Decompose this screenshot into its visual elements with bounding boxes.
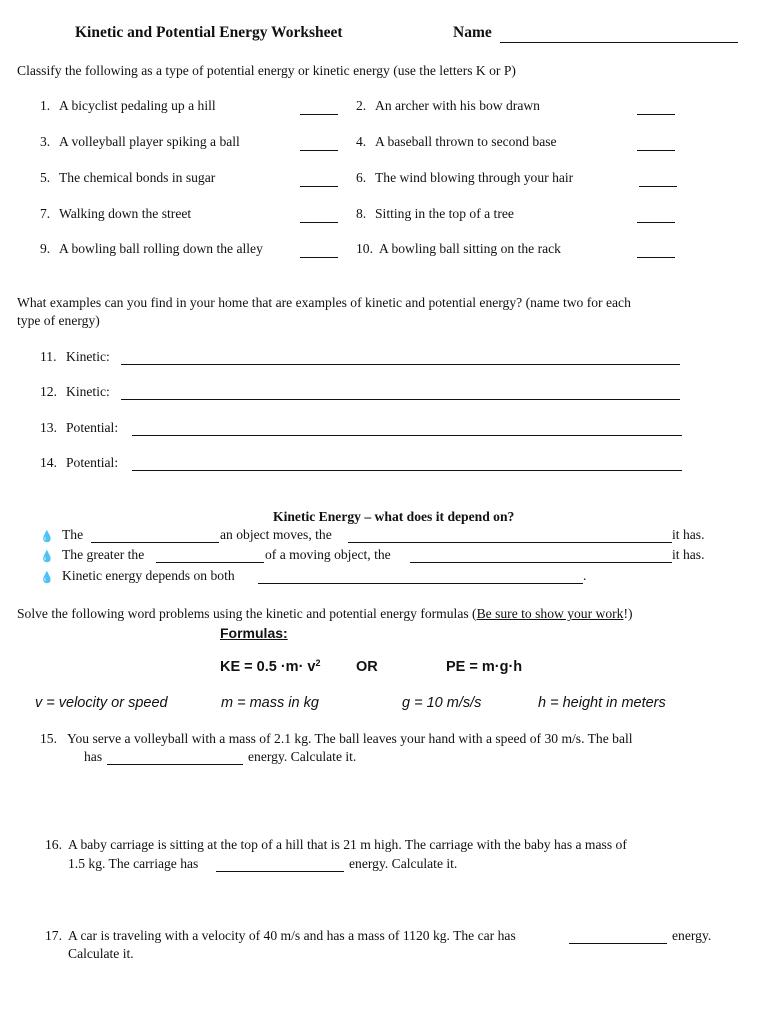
bullet-text: . — [583, 568, 587, 583]
h-definition: h = height in meters — [538, 695, 666, 711]
instr-underlined: Be sure to show your work — [476, 606, 624, 621]
fill-blank[interactable] — [107, 752, 243, 765]
fill-blank[interactable] — [156, 550, 264, 563]
bullet-text: it has. — [672, 547, 705, 562]
problem-text: You serve a volleyball with a mass of 2.1 kg. The ball leaves your hand with a speed of 30 m/s. The ball — [67, 731, 633, 746]
answer-line[interactable] — [121, 387, 680, 400]
item-label: Potential: — [66, 455, 119, 470]
item-number: 8. — [356, 206, 367, 221]
bullet-text: an object moves, the — [220, 527, 332, 542]
item-number: 3. — [40, 134, 51, 149]
bullet-text: Kinetic energy depends on both — [62, 568, 235, 583]
name-label: Name — [453, 24, 492, 41]
item-number: 7. — [40, 206, 51, 221]
drop-bullet-icon: 💧 — [40, 551, 54, 563]
item-number: 5. — [40, 170, 51, 185]
item-text: A bowling ball sitting on the rack — [379, 241, 561, 256]
problem-text: A car is traveling with a velocity of 40 m/s and has a mass of 1120 kg. The car has — [68, 928, 516, 943]
item-number: 12. — [40, 384, 57, 399]
answer-line[interactable] — [132, 458, 682, 471]
m-definition: m = mass in kg — [221, 695, 319, 711]
problem-text: energy. Calculate it. — [248, 749, 357, 764]
item-text: The wind blowing through your hair — [375, 170, 574, 185]
item-text: A bowling ball rolling down the alley — [59, 241, 263, 256]
item-number: 13. — [40, 420, 57, 435]
drop-bullet-icon: 💧 — [40, 531, 54, 543]
item-label: Potential: — [66, 420, 119, 435]
section3-heading: Kinetic Energy – what does it depend on? — [273, 509, 515, 524]
pe-formula: PE = m·g·h — [446, 659, 523, 675]
problem-text: Calculate it. — [68, 946, 134, 961]
bullet-text: of a moving object, the — [265, 547, 391, 562]
answer-line[interactable] — [121, 352, 680, 365]
item-text: A bicyclist pedaling up a hill — [59, 98, 216, 113]
item-text: Sitting in the top of a tree — [375, 206, 514, 221]
item-text: A baseball thrown to second base — [375, 134, 557, 149]
item-text: The chemical bonds in sugar — [59, 170, 216, 185]
ke-formula-text: KE = 0.5 ·m· v — [220, 659, 316, 675]
ke-formula — [220, 659, 321, 675]
page-title: Kinetic and Potential Energy Worksheet — [75, 24, 343, 41]
section2-instructions: What examples can you find in your home that are examples of kinetic and potential energy? (name two for each — [17, 295, 631, 310]
drop-bullet-icon: 💧 — [40, 572, 54, 584]
problem-number: 15. — [40, 731, 57, 746]
item-number: 14. — [40, 455, 57, 470]
answer-blank[interactable] — [300, 174, 338, 187]
fill-blank[interactable] — [569, 931, 667, 944]
answer-line[interactable] — [132, 423, 682, 436]
formulas-label: Formulas: — [220, 625, 288, 641]
item-text: An archer with his bow drawn — [375, 98, 540, 113]
item-number: 2. — [356, 98, 367, 113]
instr-text: Solve the following word problems using the kinetic and potential energy formulas ( — [17, 606, 477, 621]
section1-instructions: Classify the following as a type of potential energy or kinetic energy (use the letters K or P) — [17, 63, 516, 78]
item-number: 11. — [40, 349, 57, 364]
v-definition: v = velocity or speed — [35, 695, 168, 711]
answer-blank[interactable] — [300, 138, 338, 151]
problem-text: A baby carriage is sitting at the top of a hill that is 21 m high. The carriage with the baby has a mass of — [68, 837, 627, 852]
bullet-text: it has. — [672, 527, 705, 542]
item-text: Walking down the street — [59, 206, 192, 221]
section4-instructions — [17, 606, 633, 622]
fill-blank[interactable] — [216, 859, 344, 872]
answer-blank[interactable] — [637, 102, 675, 115]
fill-blank[interactable] — [410, 550, 672, 563]
answer-blank[interactable] — [639, 174, 677, 187]
item-label: Kinetic: — [66, 349, 110, 364]
item-number: 4. — [356, 134, 367, 149]
answer-blank[interactable] — [637, 245, 675, 258]
problem-text: has — [84, 749, 103, 764]
item-number: 9. — [40, 241, 51, 256]
problem-number: 17. — [45, 928, 62, 943]
item-text: A volleyball player spiking a ball — [59, 134, 240, 149]
item-number: 1. — [40, 98, 51, 113]
fill-blank[interactable] — [348, 530, 672, 543]
problem-text: 1.5 kg. The carriage has — [68, 856, 199, 871]
item-number: 6. — [356, 170, 367, 185]
answer-blank[interactable] — [300, 210, 338, 223]
bullet-text: The greater the — [62, 547, 145, 562]
instr-text: !) — [623, 606, 633, 621]
section2-instructions: type of energy) — [17, 313, 100, 328]
item-label: Kinetic: — [66, 384, 110, 399]
fill-blank[interactable] — [258, 571, 583, 584]
problem-text: energy. — [672, 928, 712, 943]
or-label: OR — [356, 659, 378, 675]
problem-text: energy. Calculate it. — [349, 856, 458, 871]
g-definition: g = 10 m/s/s — [402, 695, 482, 711]
answer-blank[interactable] — [300, 245, 338, 258]
fill-blank[interactable] — [91, 530, 219, 543]
name-field[interactable] — [500, 30, 738, 43]
bullet-text: The — [62, 527, 84, 542]
answer-blank[interactable] — [637, 210, 675, 223]
answer-blank[interactable] — [300, 102, 338, 115]
answer-blank[interactable] — [637, 138, 675, 151]
item-number: 10. — [356, 241, 373, 256]
ke-exponent: 2 — [315, 658, 321, 668]
problem-number: 16. — [45, 837, 62, 852]
